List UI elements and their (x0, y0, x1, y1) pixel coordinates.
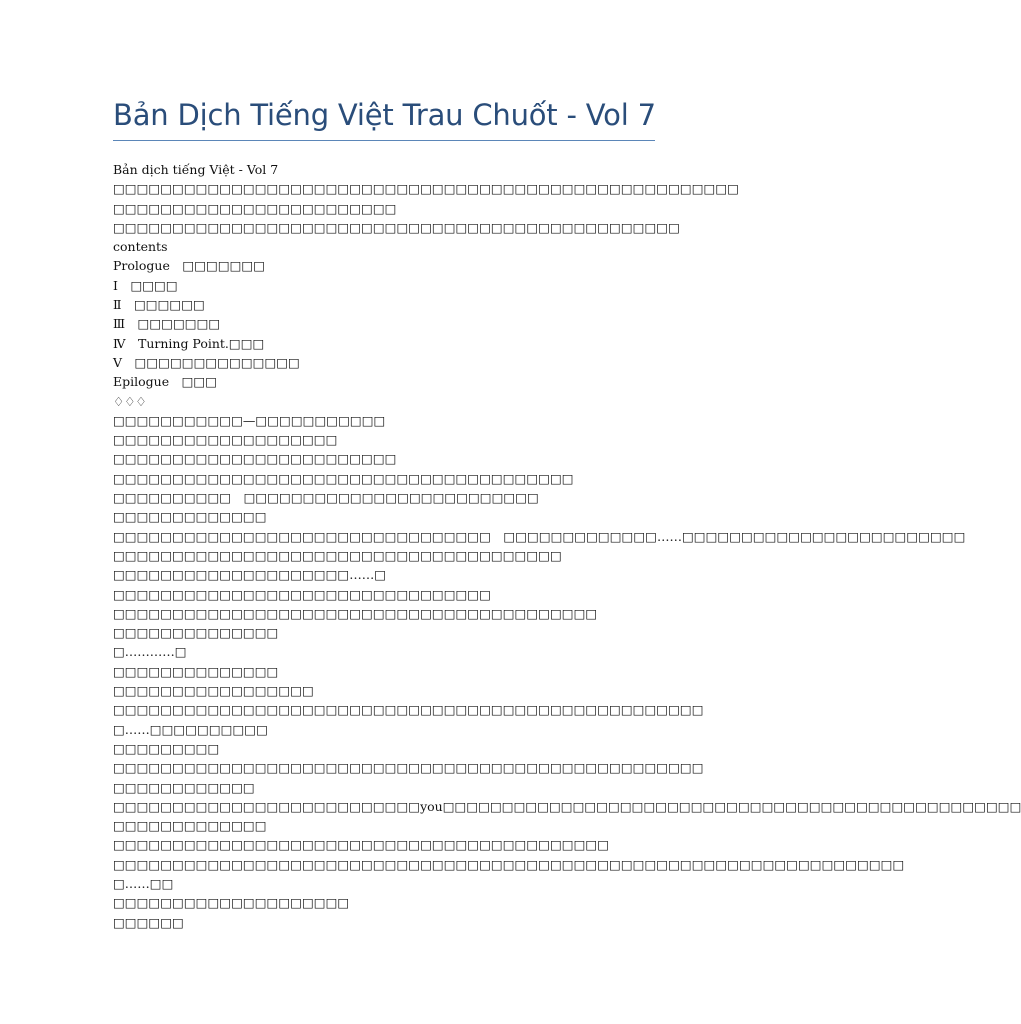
body-text-line: □□□□□□□□□□□□□ (113, 509, 267, 525)
body-text-line: □……□□ (113, 875, 174, 891)
body-text-line: □□□□□□□□□□□□□□□□□□□□□□□□□□□□□□□□□□□□□□ (113, 547, 562, 563)
body-text-line: □□□□□□□□□□□□□□□□□□□□□□□□ (113, 200, 397, 216)
body-text-line: □□□□□□□□□□□□□□□□□□□□□□□□□□□□□□□□□□□□□□□□□□□□□□□□ (113, 219, 680, 235)
body-text-line: □□□□□□□□□□□□□□□□□□□□……□ (113, 567, 387, 583)
body-text-line: □□□□□□□□□□□□□□□□□□□□□□□□ (113, 451, 397, 467)
body-text-line: Ⅰ □□□□ (113, 277, 178, 293)
body-text-line: □□□□□□□□□□□□□□□□□□□□□□□□□□□□□□□□□□□□□□□ (113, 470, 574, 486)
body-text-line: □□□□□□□□□□□□□□ (113, 663, 279, 679)
body-text-line: □□□□□□□□□□□□□□□□□□□□□□□□□□□□□□□□□□□□□□□□□□□□□□□□□□□□□□□□□□□□□□□□□□□ (113, 856, 905, 872)
body-text-line: □□□□□□□□□□□□□□□□□□□ (113, 432, 338, 448)
body-text-line: □□□□□□□□□□□□□□□□□□□□□□□□□□□□□□□□□□□□□□□□□□□□□□□□□□□□□ (113, 181, 739, 197)
body-text-line: Ⅳ Turning Point.□□□ (113, 335, 265, 351)
body-text-line: □□□□□□ (113, 914, 184, 930)
body-text-line: □□□□□□□□□□□□□□ (113, 625, 279, 641)
body-text-line: □□□□□□□□□□□□□□□□□□□□□□□□□□□□□□□□□□□□□□□□□□□□□□□□□□ (113, 702, 704, 718)
body-text-line: Ⅱ □□□□□□ (113, 297, 205, 313)
body-text-line: □□□□□□□□□□ □□□□□□□□□□□□□□□□□□□□□□□□□ (113, 490, 539, 506)
document-body (113, 160, 1021, 932)
body-text-line: □□□□□□□□□□□□ (113, 779, 255, 795)
body-text-line: □□□□□□□□□□□—□□□□□□□□□□□ (113, 412, 386, 428)
body-text-line: □□□□□□□□□□□□□□□□□□□□□□□□□□□□□□□□ □□□□□□□□□□□□□……□□□□□□□□□□□□□□□□□□□□□□□□ (113, 528, 966, 544)
document-title: Bản Dịch Tiếng Việt Trau Chuốt - Vol 7 (113, 98, 656, 132)
body-text-line: □□□□□□□□□□□□□□□□□□□□ (113, 895, 350, 911)
body-text-line: contents (113, 239, 168, 255)
body-text-line: Ⅲ □□□□□□□ (113, 316, 221, 332)
body-text-line: Ⅴ □□□□□□□□□□□□□□ (113, 354, 300, 370)
body-text-line: □□□□□□□□□□□□□□□□□□□□□□□□□□□□□□□□□□□□□□□□□ (113, 605, 598, 621)
body-text-line: □□□□□□□□□□□□□□□□□□□□□□□□□□□□□□□□□□□□□□□□□□□□□□□□□□ (113, 760, 704, 776)
document-page (113, 0, 1021, 932)
body-text-line: Epilogue □□□ (113, 374, 218, 390)
body-text-line: □□□□□□□□□□□□□□□□□□□□□□□□□□□□□□□□ (113, 586, 491, 602)
body-text-line: Prologue □□□□□□□ (113, 258, 266, 274)
body-text-line: □□□□□□□□□□□□□ (113, 818, 267, 834)
body-text-line: □□□□□□□□□□□□□□□□□□□□□□□□□□□□□□□□□□□□□□□□□□ (113, 837, 610, 853)
body-text-line: □□□□□□□□□ (113, 740, 220, 756)
title-divider (113, 140, 655, 141)
body-text-line: □……□□□□□□□□□□ (113, 721, 268, 737)
body-text-line: □□□□□□□□□□□□□□□□□□□□□□□□□□you□□□□□□□□□□□□□□□□□□□□□□□□□□□□□□□□□□□□□□□□□□□□□□□□□ (113, 798, 1021, 814)
body-text-line: Bản dịch tiếng Việt - Vol 7 (113, 162, 279, 177)
body-text-line: □□□□□□□□□□□□□□□□□ (113, 683, 314, 699)
body-text-line: ♢♢♢ (113, 393, 147, 409)
body-text-line: □…………□ (113, 644, 187, 660)
